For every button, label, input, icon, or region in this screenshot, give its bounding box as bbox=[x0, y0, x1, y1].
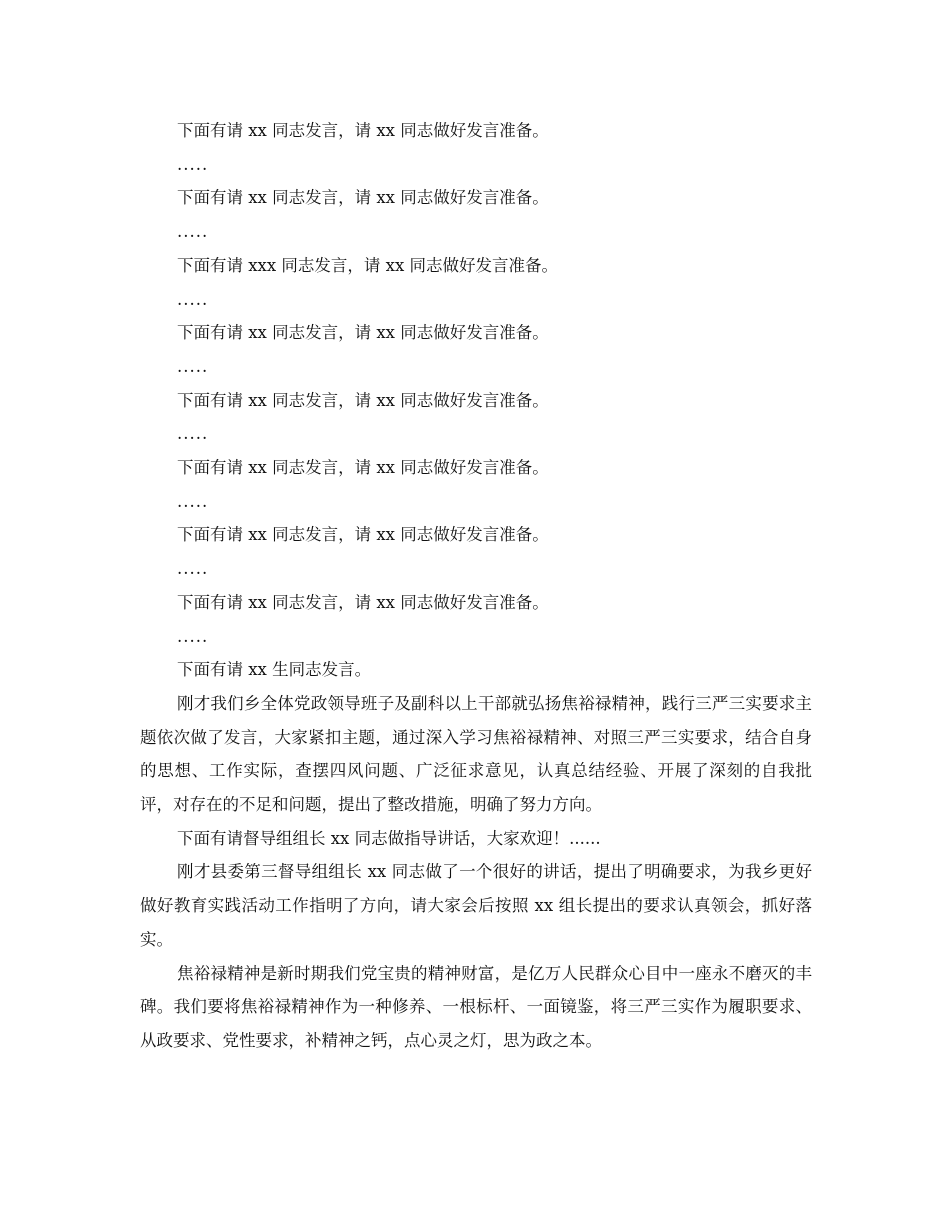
final-speaker-line: 下面有请 xx 生同志发言。 bbox=[177, 660, 372, 680]
speaker-intro-line: 下面有请 xx 同志发言，请 xx 同志做好发言准备。 bbox=[177, 525, 549, 545]
ellipsis-line: ..... bbox=[177, 559, 209, 579]
ellipsis-line: ..... bbox=[177, 222, 209, 242]
document-body bbox=[140, 114, 812, 1058]
speaker-intro-line: 下面有请 xx 同志发言，请 xx 同志做好发言准备。 bbox=[177, 390, 549, 410]
speaker-intro-line: 下面有请 xx 同志发言，请 xx 同志做好发言准备。 bbox=[177, 458, 549, 478]
speaker-intro-line: 下面有请 xx 同志发言，请 xx 同志做好发言准备。 bbox=[177, 323, 549, 343]
ellipsis-line: ..... bbox=[177, 491, 209, 511]
guidance-intro-paragraph: 下面有请督导组组长 xx 同志做指导讲话，大家欢迎！...... bbox=[177, 828, 601, 848]
ellipsis-line: ..... bbox=[177, 154, 209, 174]
ellipsis-line: ..... bbox=[177, 356, 209, 376]
summary-paragraph: 刚才我们乡全体党政领导班子及副科以上干部就弘扬焦裕禄精神，践行三严三实要求主题依次做了发言，大家紧扣主题，通过深入学习焦裕禄精神、对照三严三实要求，结合自身的思想、工作实际，查摆四风问题、广泛征求意见，认真总结经验、开展了深刻的自我批评，对存在的不足和问题，提出了整改措施，明确了努力方向。 bbox=[140, 693, 812, 815]
ellipsis-line: ..... bbox=[177, 289, 209, 309]
ellipsis-line: ..... bbox=[177, 424, 209, 444]
speaker-intro-line: 下面有请 xx 同志发言，请 xx 同志做好发言准备。 bbox=[177, 592, 549, 612]
closing-paragraph: 焦裕禄精神是新时期我们党宝贵的精神财富，是亿万人民群众心目中一座永不磨灭的丰碑。我们要将焦裕禄精神作为一种修养、一根标杆、一面镜鉴，将三严三实作为履职要求、从政要求、党性要求，补精神之钙，点心灵之灯，思为政之本。 bbox=[140, 963, 812, 1050]
speaker-intro-line: 下面有请 xx 同志发言，请 xx 同志做好发言准备。 bbox=[177, 121, 549, 140]
ellipsis-line: ..... bbox=[177, 626, 209, 646]
speaker-intro-line: 下面有请 xxx 同志发言，请 xx 同志做好发言准备。 bbox=[177, 255, 559, 275]
speaker-intro-line: 下面有请 xx 同志发言，请 xx 同志做好发言准备。 bbox=[177, 188, 549, 208]
guidance-summary-paragraph: 刚才县委第三督导组组长 xx 同志做了一个很好的讲话，提出了明确要求，为我乡更好做好教育实践活动工作指明了方向，请大家会后按照 xx 组长提出的要求认真领会，抓好落实。 bbox=[140, 862, 812, 949]
